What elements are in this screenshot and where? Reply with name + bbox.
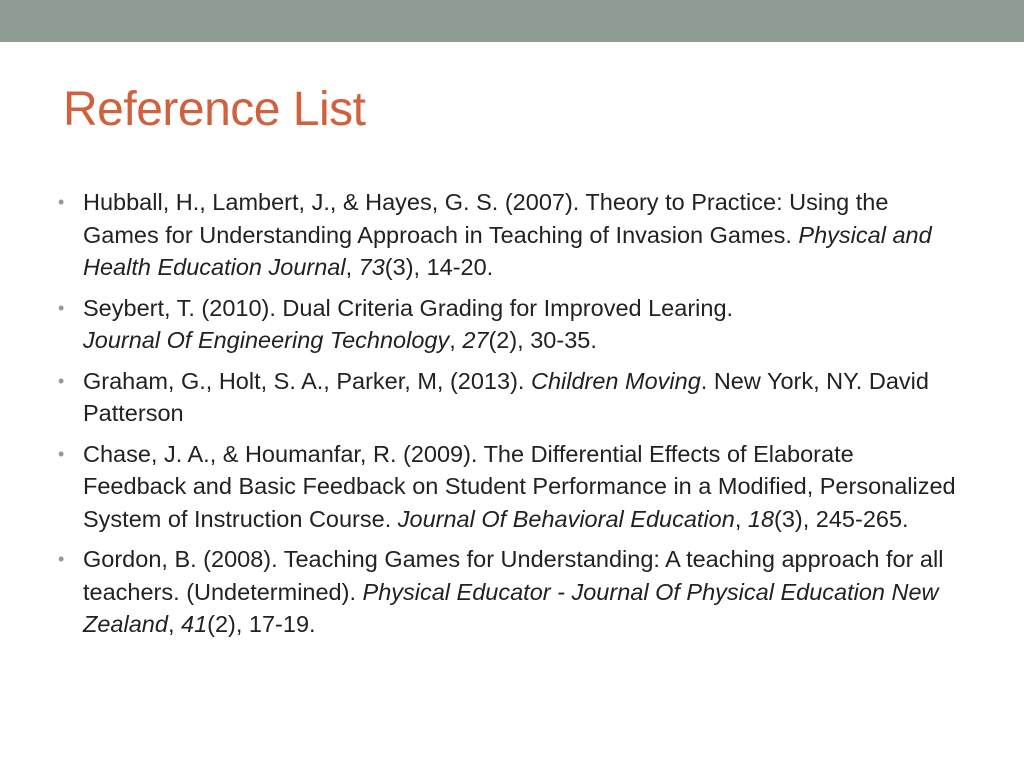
bullet-icon: • <box>58 370 65 391</box>
issue-pages: (3), 14-20. <box>384 254 494 280</box>
separator: , <box>449 327 463 353</box>
reference-text: Chase, J. A., & Houmanfar, R. (2009). The Differential Effects of Elaborate Feedback and Basic Feedback on Student Performance in a Modified, Personalized System of Instruction Course. <box>83 440 956 532</box>
journal-title: Physical Educator - Journal Of Physical Education New Zealand <box>83 578 939 637</box>
reference-list <box>58 186 963 649</box>
bullet-icon: • <box>58 192 65 212</box>
reference-item-2 <box>58 292 963 357</box>
journal-title: Journal Of Behavioral Education <box>397 505 735 532</box>
separator: , <box>734 505 748 532</box>
book-title: Children Moving <box>530 367 701 394</box>
top-color-band <box>0 0 1024 42</box>
bullet-icon: • <box>58 549 65 569</box>
reference-item-3 <box>58 365 963 430</box>
reference-item-4 <box>58 438 963 536</box>
volume-number: 41 <box>181 611 208 637</box>
reference-item-1 <box>58 186 963 284</box>
separator: , <box>345 254 359 280</box>
journal-title: Journal Of Engineering Technology <box>83 327 450 353</box>
journal-title: Physical and Health Education Journal <box>83 221 932 280</box>
issue-pages: (2), 30-35. <box>488 327 597 353</box>
slide-title: Reference List <box>63 83 366 136</box>
reference-item-5 <box>58 543 963 641</box>
issue-pages: (2), 17-19. <box>207 611 316 637</box>
publisher-info: . New York, NY. David Patterson <box>83 367 929 426</box>
volume-number: 27 <box>462 327 489 353</box>
reference-text: Graham, G., Holt, S. A., Parker, M, (2013). <box>83 367 531 394</box>
reference-text: Seybert, T. (2010). Dual Criteria Grading for Improved Learing. <box>83 294 734 321</box>
volume-number: 18 <box>747 505 775 532</box>
issue-pages: (3), 245-265. <box>774 505 909 532</box>
separator: , <box>167 611 181 637</box>
bullet-icon: • <box>58 297 65 318</box>
reference-text: Hubball, H., Lambert, J., & Hayes, G. S. (2007). Theory to Practice: Using the Games for Understanding Approach in Teaching of Invasion Games. <box>83 189 889 248</box>
reference-text: Gordon, B. (2008). Teaching Games for Understanding: A teaching approach for all teachers. (Undetermined). <box>83 546 944 605</box>
bullet-icon: • <box>58 443 65 464</box>
volume-number: 73 <box>358 254 385 280</box>
